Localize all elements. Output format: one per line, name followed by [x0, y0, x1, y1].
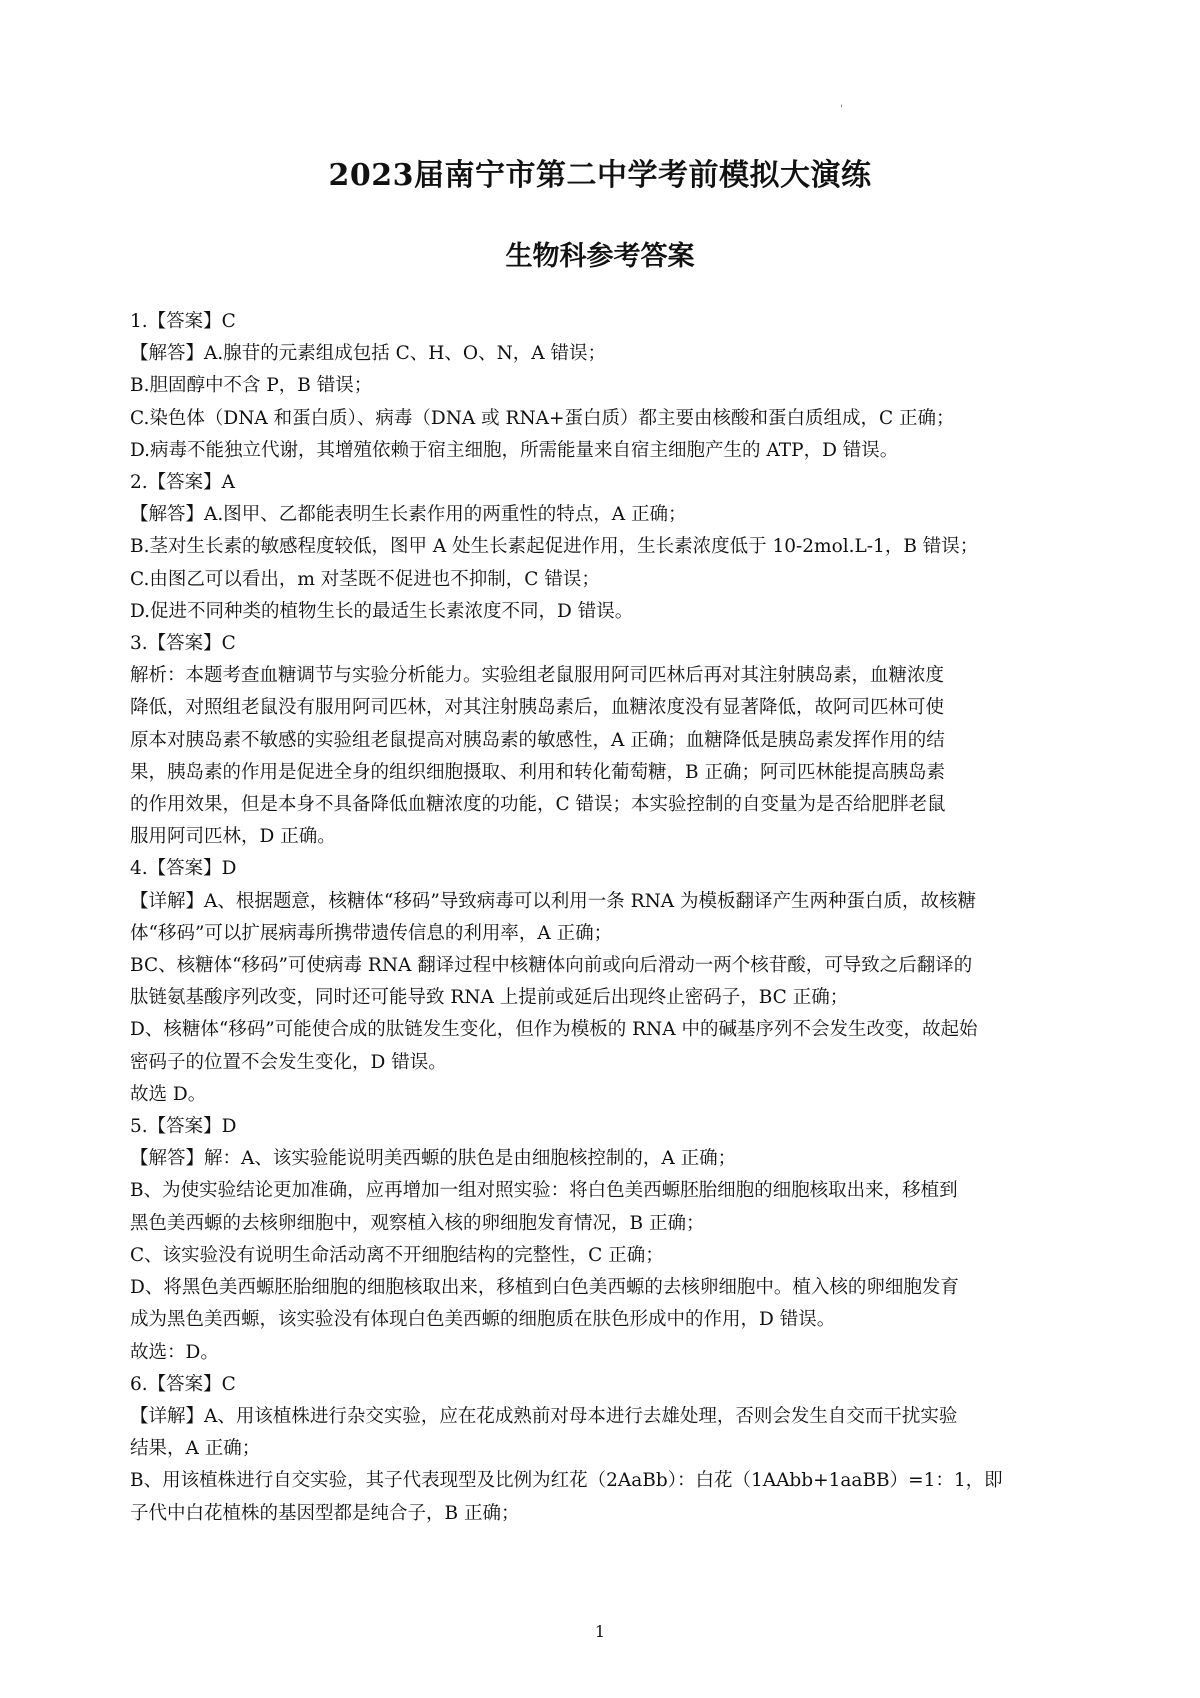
text-line: 3.【答案】C — [130, 633, 236, 655]
text-line: 结果，A 正确； — [130, 1438, 261, 1460]
text-line: B.胆固醇中不含 P，B 错误； — [130, 375, 373, 397]
text-line: 2.【答案】A — [130, 472, 236, 494]
text-line: B、用该植株进行自交实验，其子代表现型及比例为红花（2AaBb）：白花（1AAbb+1aaBB）=1：1，即 — [130, 1470, 1003, 1492]
text-line: D、将黑色美西螈胚胎细胞的细胞核取出来，移植到白色美西螈的去核卵细胞中。植入核的卵细胞发育 — [130, 1277, 959, 1299]
text-line: 6.【答案】C — [130, 1373, 236, 1395]
text-line: D.促进不同种类的植物生长的最适生长素浓度不同，D 错误。 — [130, 600, 634, 622]
text-line: 4.【答案】D — [130, 858, 237, 880]
text-line: 【解答】A.图甲、乙都能表明生长素作用的两重性的特点，A 正确； — [130, 504, 687, 526]
document-subtitle: 生物科参考答案 — [505, 241, 695, 272]
text-line: 服用阿司匹林，D 正确。 — [130, 826, 336, 848]
text-line: D.病毒不能独立代谢，其增殖依赖于宿主细胞，所需能量来自宿主细胞产生的 ATP，D 错误。 — [130, 439, 899, 461]
text-line: 体“移码”可以扩展病毒所携带遗传信息的利用率，A 正确； — [130, 922, 613, 944]
text-line: B、为使实验结论更加准确，应再增加一组对照实验：将白色美西螈胚胎细胞的细胞核取出来，移植到 — [130, 1180, 958, 1202]
text-line: BC、核糖体“移码”可使病毒 RNA 翻译过程中核糖体向前或向后滑动一两个核苷酸，可导致之后翻译的 — [130, 955, 973, 977]
text-line: D、核糖体“移码”可能使合成的肽链发生变化，但作为模板的 RNA 中的碱基序列不会发生改变，故起始 — [130, 1019, 978, 1041]
text-line: 降低，对照组老鼠没有服用阿司匹林，对其注射胰岛素后，血糖浓度没有显著降低，故阿司匹林可使 — [130, 697, 945, 719]
text-line: C.染色体（DNA 和蛋白质）、病毒（DNA 或 RNA+蛋白质）都主要由核酸和蛋白质组成，C 正确； — [130, 407, 955, 429]
top-mark: ' — [840, 104, 843, 115]
text-line: 密码子的位置不会发生变化，D 错误。 — [130, 1051, 447, 1073]
text-line: 【详解】A、根据题意，核糖体“移码”导致病毒可以利用一条 RNA 为模板翻译产生两种蛋白质，故核糖 — [130, 890, 977, 912]
text-line: 原本对胰岛素不敏感的实验组老鼠提高对胰岛素的敏感性，A 正确；血糖降低是胰岛素发挥作用的结 — [130, 729, 945, 751]
text-line: 5.【答案】D — [130, 1116, 237, 1138]
text-line: 故选 D。 — [130, 1083, 207, 1105]
text-line: C.由图乙可以看出，m 对茎既不促进也不抑制，C 错误； — [130, 568, 600, 590]
text-line: 果，胰岛素的作用是促进全身的组织细胞摄取、利用和转化葡萄糖，B 正确；阿司匹林能提高胰岛素 — [130, 761, 945, 783]
document-title: 2023届南宁市第二中学考前模拟大演练 — [328, 158, 872, 193]
text-line: 子代中白花植株的基因型都是纯合子，B 正确； — [130, 1502, 520, 1524]
text-line: 的作用效果，但是本身不具备降低血糖浓度的功能，C 错误；本实验控制的自变量为是否给肥胖老鼠 — [130, 794, 946, 816]
page-number: 1 — [594, 1622, 606, 1641]
text-line: 1.【答案】C — [130, 311, 236, 332]
answer-content — [130, 306, 1086, 1530]
text-line: 【解答】解：A、该实验能说明美西螈的肤色是由细胞核控制的，A 正确； — [130, 1148, 737, 1170]
text-line: 故选：D。 — [130, 1341, 219, 1363]
text-line: 黑色美西螈的去核卵细胞中，观察植入核的卵细胞发育情况，B 正确； — [130, 1212, 705, 1234]
text-line: 解析：本题考查血糖调节与实验分析能力。实验组老鼠服用阿司匹林后再对其注射胰岛素，血糖浓度 — [130, 665, 945, 687]
text-line: B.茎对生长素的敏感程度较低，图甲 A 处生长素起促进作用，生长素浓度低于 10-2mol.L-1，B 错误； — [130, 536, 979, 558]
text-line: 【详解】A、用该植株进行杂交实验，应在花成熟前对母本进行去雄处理，否则会发生自交而干扰实验 — [130, 1405, 958, 1427]
text-line: 成为黑色美西螈，该实验没有体现白色美西螈的细胞质在肤色形成中的作用，D 错误。 — [130, 1309, 836, 1331]
text-line: 【解答】A.腺苷的元素组成包括 C、H、O、N，A 错误； — [130, 343, 607, 365]
text-line: C、该实验没有说明生命活动离不开细胞结构的完整性，C 正确； — [130, 1244, 664, 1266]
text-line: 肽链氨基酸序列改变，同时还可能导致 RNA 上提前或延后出现终止密码子，BC 正确； — [130, 987, 849, 1009]
